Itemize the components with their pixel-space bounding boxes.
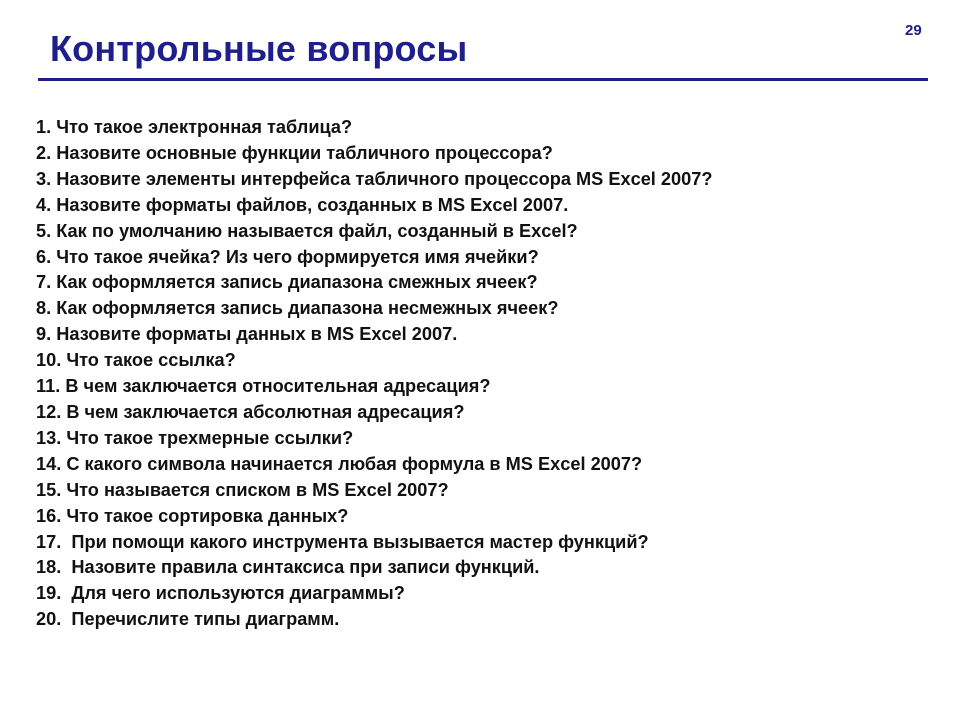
question-item: 15. Что называется списком в MS Excel 2007? (36, 479, 449, 500)
page-title: Контрольные вопросы (50, 28, 468, 69)
question-item: 5. Как по умолчанию называется файл, созданный в Excel? (36, 220, 578, 241)
title-underline (38, 78, 928, 81)
question-item: 16. Что такое сортировка данных? (36, 505, 349, 526)
question-item: 2. Назовите основные функции табличного процессора? (36, 142, 553, 163)
question-item: 20. Перечислите типы диаграмм. (36, 609, 340, 630)
question-item: 10. Что такое ссылка? (36, 350, 236, 371)
question-item: 11. В чем заключается относительная адресация? (36, 376, 491, 397)
question-item: 7. Как оформляется запись диапазона смежных ячеек? (36, 272, 538, 293)
question-item: 4. Назовите форматы файлов, созданных в MS Excel 2007. (36, 194, 569, 215)
question-item: 8. Как оформляется запись диапазона несмежных ячеек? (36, 298, 559, 319)
question-item: 6. Что такое ячейка? Из чего формируется имя ячейки? (36, 246, 539, 267)
question-item: 13. Что такое трехмерные ссылки? (36, 427, 354, 448)
question-item: 17. При помощи какого инструмента вызывается мастер функций? (36, 531, 649, 552)
question-item: 19. Для чего используются диаграммы? (36, 583, 405, 604)
questions-list (36, 115, 712, 633)
question-item: 18. Назовите правила синтаксиса при записи функций. (36, 557, 540, 578)
question-item: 14. С какого символа начинается любая формула в MS Excel 2007? (36, 453, 643, 474)
question-item: 12. В чем заключается абсолютная адресация? (36, 401, 465, 422)
question-item: 1. Что такое электронная таблица? (36, 117, 353, 137)
question-item: 9. Назовите форматы данных в MS Excel 2007. (36, 324, 458, 345)
question-item: 3. Назовите элементы интерфейса табличного процессора MS Excel 2007? (36, 168, 713, 189)
slide-number: 29 (905, 22, 922, 39)
